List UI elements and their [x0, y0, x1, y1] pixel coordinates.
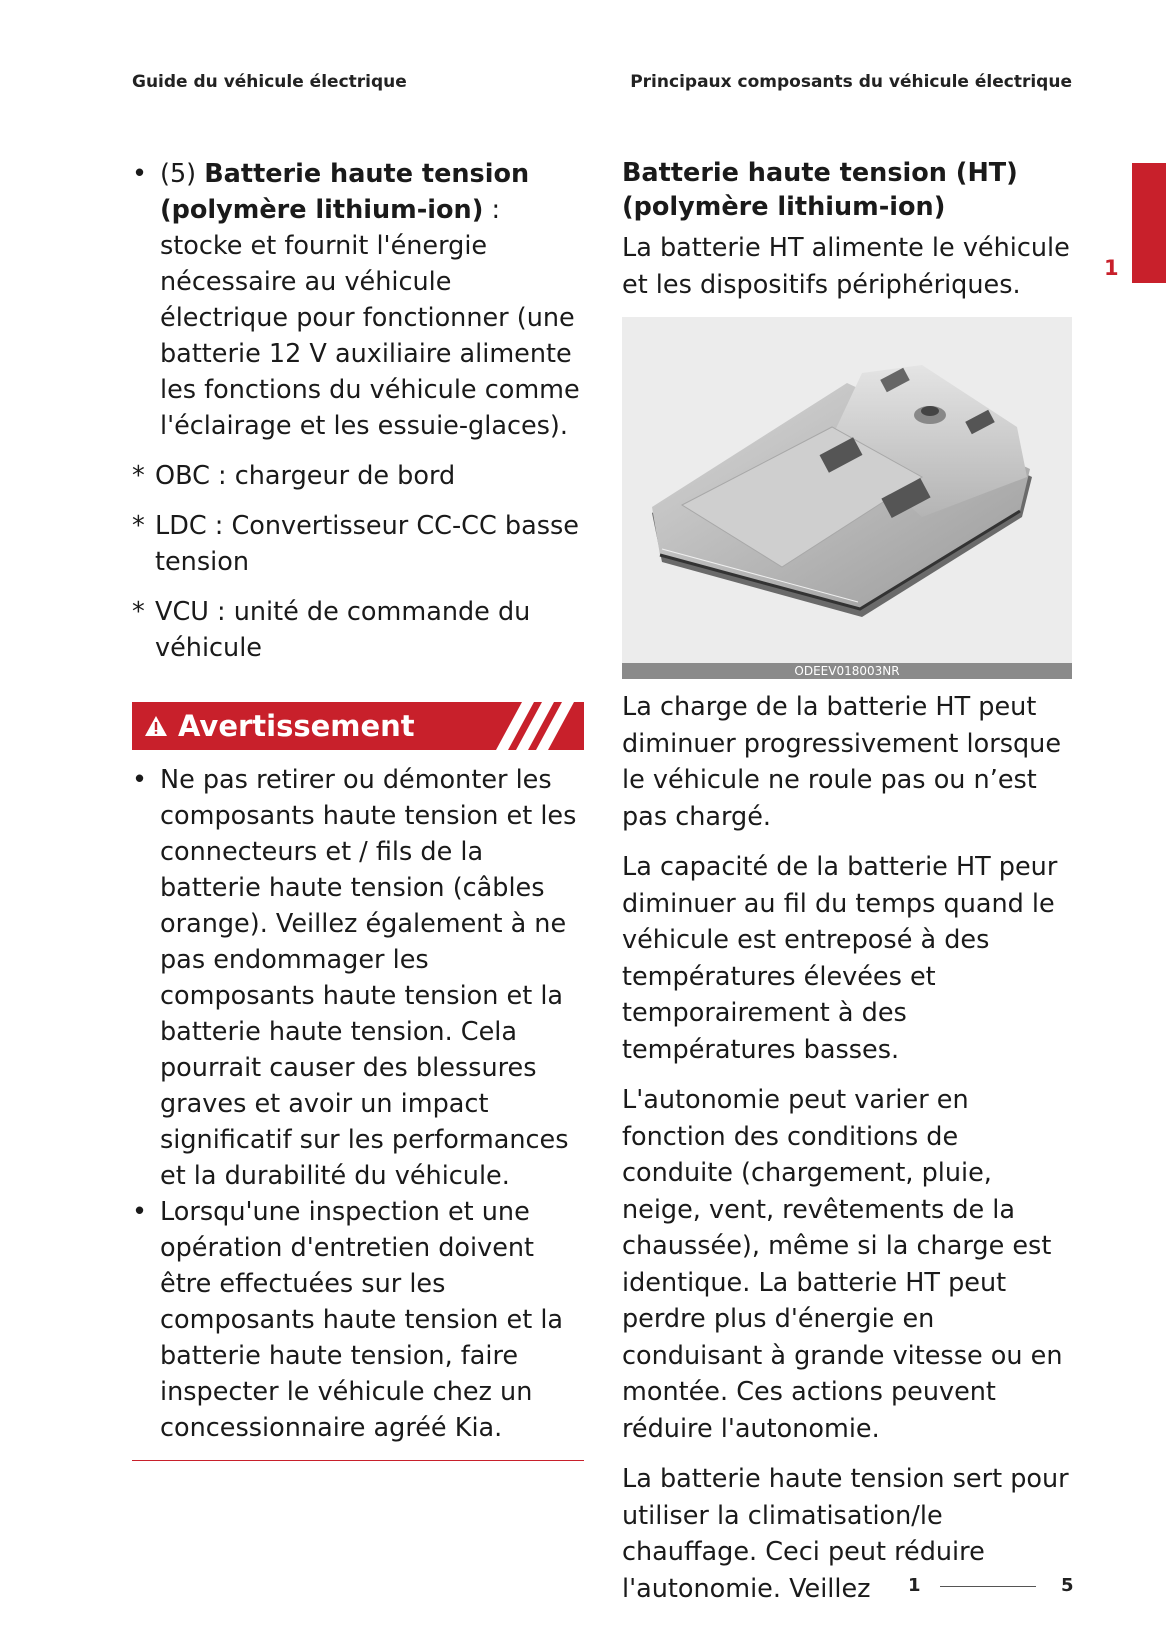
component-item-battery: [132, 156, 584, 444]
running-header-left: Guide du véhicule électrique: [132, 72, 407, 92]
footer-page-number: 5: [1061, 1575, 1074, 1596]
warning-item-text: Ne pas retirer ou démonter les composants haute tension et les connecteurs et / fils de la batterie haute tension (câbles orange). Veillez également à ne pas endommager les composants haute tension et la batterie haute tension. Cela pourrait causer des blessures graves et avoir un impact significatif sur les performances et la durabilité du véhicule.: [160, 765, 577, 1191]
right-column: [622, 156, 1072, 1621]
body-paragraph: La batterie haute tension sert pour utiliser la climatisation/le chauffage. Ceci peut réduire l'autonomie. Veillez: [622, 1464, 1069, 1604]
note-asterisk: *: [132, 597, 145, 627]
note-ldc: [132, 508, 584, 580]
warning-end-rule: [132, 1460, 584, 1461]
bullet-dot: •: [132, 765, 148, 795]
note-asterisk: *: [132, 511, 145, 541]
figure-caption: ODEEV018003NR: [622, 663, 1072, 679]
left-column: [132, 156, 584, 1461]
bullet-dot: •: [132, 159, 148, 189]
footer-chapter: 1: [908, 1575, 921, 1596]
battery-figure: [622, 317, 1072, 679]
note-asterisk: *: [132, 461, 145, 491]
intro-paragraph: La batterie HT alimente le véhicule et les dispositifs périphériques.: [622, 233, 1070, 300]
chapter-tab: [1132, 163, 1166, 283]
warning-item-1: [132, 762, 584, 1194]
warning-stripes: [494, 702, 584, 750]
footer-rule: [940, 1586, 1036, 1587]
section-heading: Batterie haute tension (HT) (polymère lithium-ion): [622, 158, 1018, 222]
body-paragraph: La capacité de la batterie HT peur diminuer au fil du temps quand le véhicule est entreposé à des températures élevées et temporairement à des températures basses.: [622, 852, 1058, 1065]
item-prefix: (5): [160, 159, 205, 189]
note-text: LDC : Convertisseur CC-CC basse tension: [155, 511, 579, 577]
item-bold-term: Batterie haute tension (polymère lithium-ion): [160, 159, 530, 225]
warning-item-text: Lorsqu'une inspection et une opération d'entretien doivent être effectuées sur les composants haute tension et la batterie haute tension, faire inspecter le véhicule chez un concessionnaire agréé Kia.: [160, 1197, 564, 1443]
note-text: VCU : unité de commande du véhicule: [155, 597, 531, 663]
body-paragraph: L'autonomie peut varier en fonction des conditions de conduite (chargement, pluie, neige, vent, revêtements de la chaussée), même si la charge est identique. La batterie HT peut perdre plus d'énergie en conduisant à grande vitesse ou en montée. Ces actions peuvent réduire l'autonomie.: [622, 1085, 1063, 1444]
item-description: : stocke et fournit l'énergie nécessaire au véhicule électrique pour fonctionner (une batterie 12 V auxiliaire alimente les fonctions du véhicule comme l'éclairage et les essuie-glaces).: [160, 195, 580, 441]
warning-title: Avertissement: [178, 709, 415, 743]
note-vcu: [132, 594, 584, 666]
warning-banner: [132, 702, 584, 750]
body-paragraph: La charge de la batterie HT peut diminuer progressivement lorsque le véhicule ne roule pas ou n’est pas chargé.: [622, 692, 1062, 832]
warning-item-2: [132, 1194, 584, 1446]
note-obc: [132, 458, 584, 494]
chapter-tab-number: 1: [1104, 256, 1119, 280]
warning-triangle-icon: [144, 715, 168, 737]
battery-pack-illustration: [622, 317, 1072, 679]
bullet-dot: •: [132, 1197, 148, 1227]
note-text: OBC : chargeur de bord: [155, 461, 456, 491]
running-header-right: Principaux composants du véhicule électrique: [630, 72, 1072, 92]
